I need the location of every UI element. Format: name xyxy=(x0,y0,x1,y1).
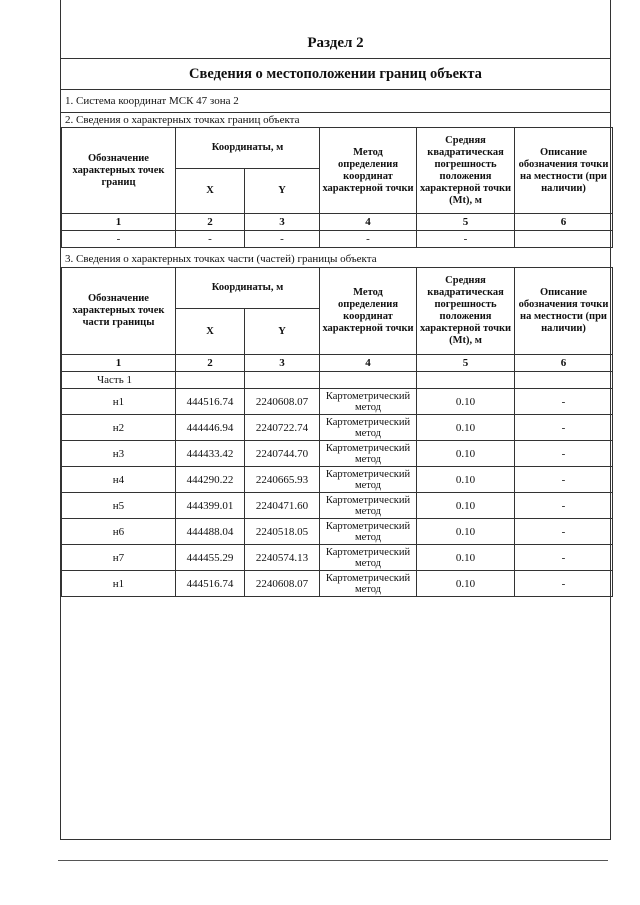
x-coordinate-cell: 444516.74 xyxy=(176,389,245,415)
description-cell: - xyxy=(515,493,613,519)
table-cell xyxy=(515,372,613,389)
description-cell: - xyxy=(515,415,613,441)
column-number: 6 xyxy=(515,355,613,372)
document-page xyxy=(60,0,611,840)
header-description: Описание обозначения точки на местности (при наличии) xyxy=(515,128,613,214)
table-cell: - xyxy=(62,231,176,248)
footer-divider xyxy=(58,860,608,861)
header-coordinates: Координаты, м xyxy=(176,268,320,309)
part-points-heading: 3. Сведения о характерных точках части (частей) границы объекта xyxy=(65,253,377,265)
header-error: Средняя квадратическая погрешность положения характерной точки (Mt), м xyxy=(417,268,515,355)
header-designation: Обозначение характерных точек части границы xyxy=(62,268,176,355)
x-coordinate-cell: 444488.04 xyxy=(176,519,245,545)
table-row xyxy=(62,545,613,571)
document-title: Сведения о местоположении границ объекта xyxy=(189,66,482,82)
description-cell: - xyxy=(515,519,613,545)
column-number: 1 xyxy=(62,355,176,372)
x-coordinate-cell: 444399.01 xyxy=(176,493,245,519)
error-cell: 0.10 xyxy=(417,545,515,571)
table-row xyxy=(62,493,613,519)
table-cell xyxy=(417,372,515,389)
column-number: 1 xyxy=(62,214,176,231)
x-coordinate-cell: 444455.29 xyxy=(176,545,245,571)
table-row xyxy=(62,441,613,467)
x-coordinate-cell: 444433.42 xyxy=(176,441,245,467)
y-coordinate-cell: 2240608.07 xyxy=(245,389,320,415)
y-coordinate-cell: 2240722.74 xyxy=(245,415,320,441)
column-number: 2 xyxy=(176,214,245,231)
x-coordinate-cell: 444290.22 xyxy=(176,467,245,493)
method-cell: Картометрический метод xyxy=(320,441,417,467)
divider xyxy=(61,89,610,90)
coordinate-system-line: 1. Система координат МСК 47 зона 2 xyxy=(65,95,239,107)
boundary-points-table xyxy=(61,127,613,248)
x-coordinate-cell: 444516.74 xyxy=(176,571,245,597)
header-coordinates: Координаты, м xyxy=(176,128,320,169)
column-number: 6 xyxy=(515,214,613,231)
header-y: Y xyxy=(245,309,320,355)
y-coordinate-cell: 2240608.07 xyxy=(245,571,320,597)
point-name-cell: н6 xyxy=(62,519,176,545)
column-number: 4 xyxy=(320,355,417,372)
error-cell: 0.10 xyxy=(417,441,515,467)
table-row xyxy=(62,467,613,493)
table-cell: - xyxy=(417,231,515,248)
table-cell xyxy=(320,372,417,389)
method-cell: Картометрический метод xyxy=(320,467,417,493)
description-cell: - xyxy=(515,441,613,467)
point-name-cell: н3 xyxy=(62,441,176,467)
description-cell: - xyxy=(515,545,613,571)
description-cell: - xyxy=(515,571,613,597)
header-description: Описание обозначения точки на местности (при наличии) xyxy=(515,268,613,355)
error-cell: 0.10 xyxy=(417,389,515,415)
column-number: 3 xyxy=(245,355,320,372)
part-label: Часть 1 xyxy=(62,372,176,389)
error-cell: 0.10 xyxy=(417,467,515,493)
error-cell: 0.10 xyxy=(417,415,515,441)
table-cell: - xyxy=(176,231,245,248)
divider xyxy=(61,58,610,59)
section-title: Раздел 2 xyxy=(307,35,364,51)
part-rows xyxy=(62,389,613,597)
point-name-cell: н7 xyxy=(62,545,176,571)
y-coordinate-cell: 2240744.70 xyxy=(245,441,320,467)
column-number: 5 xyxy=(417,214,515,231)
boundary-points-heading: 2. Сведения о характерных точках границ объекта xyxy=(65,114,300,126)
header-x: X xyxy=(176,169,245,214)
column-number: 2 xyxy=(176,355,245,372)
header-y: Y xyxy=(245,169,320,214)
method-cell: Картометрический метод xyxy=(320,415,417,441)
header-x: X xyxy=(176,309,245,355)
column-number: 5 xyxy=(417,355,515,372)
y-coordinate-cell: 2240574.13 xyxy=(245,545,320,571)
y-coordinate-cell: 2240518.05 xyxy=(245,519,320,545)
error-cell: 0.10 xyxy=(417,493,515,519)
table-row xyxy=(62,415,613,441)
column-number: 3 xyxy=(245,214,320,231)
table-cell xyxy=(245,372,320,389)
point-name-cell: н1 xyxy=(62,571,176,597)
error-cell: 0.10 xyxy=(417,519,515,545)
point-name-cell: н5 xyxy=(62,493,176,519)
x-coordinate-cell: 444446.94 xyxy=(176,415,245,441)
table-cell: - xyxy=(245,231,320,248)
y-coordinate-cell: 2240471.60 xyxy=(245,493,320,519)
description-cell: - xyxy=(515,389,613,415)
point-name-cell: н4 xyxy=(62,467,176,493)
y-coordinate-cell: 2240665.93 xyxy=(245,467,320,493)
table-cell xyxy=(176,372,245,389)
table-cell xyxy=(515,231,613,248)
method-cell: Картометрический метод xyxy=(320,389,417,415)
description-cell: - xyxy=(515,467,613,493)
header-method: Метод определения координат характерной точки xyxy=(320,128,417,214)
point-name-cell: н1 xyxy=(62,389,176,415)
method-cell: Картометрический метод xyxy=(320,545,417,571)
divider xyxy=(61,112,610,113)
method-cell: Картометрический метод xyxy=(320,493,417,519)
table-row xyxy=(62,571,613,597)
table-row xyxy=(62,389,613,415)
method-cell: Картометрический метод xyxy=(320,571,417,597)
header-designation: Обозначение характерных точек границ xyxy=(62,128,176,214)
header-error: Средняя квадратическая погрешность положения характерной точки (Mt), м xyxy=(417,128,515,214)
point-name-cell: н2 xyxy=(62,415,176,441)
part-points-table xyxy=(61,267,613,597)
method-cell: Картометрический метод xyxy=(320,519,417,545)
error-cell: 0.10 xyxy=(417,571,515,597)
table-row xyxy=(62,519,613,545)
column-number: 4 xyxy=(320,214,417,231)
table-cell: - xyxy=(320,231,417,248)
header-method: Метод определения координат характерной точки xyxy=(320,268,417,355)
